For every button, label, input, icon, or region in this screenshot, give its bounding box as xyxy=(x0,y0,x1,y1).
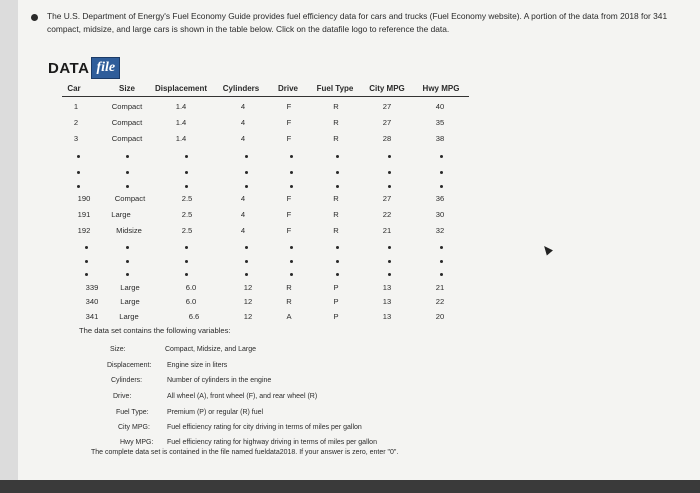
table-cell: 20 xyxy=(435,312,445,321)
table-cell: Midsize xyxy=(116,226,142,235)
ellipsis-dot xyxy=(388,260,391,263)
table-cell: 28 xyxy=(382,134,392,143)
table-cell: 1 xyxy=(73,102,79,111)
ellipsis-dot xyxy=(290,273,293,276)
table-cell: F xyxy=(286,226,292,235)
table-cell: R xyxy=(333,194,339,203)
table-cell: 1.4 xyxy=(175,118,187,127)
ellipsis-dot xyxy=(388,185,391,188)
table-cell: Large xyxy=(111,210,131,219)
ellipsis-dot xyxy=(290,185,293,188)
table-cell: 12 xyxy=(243,283,253,292)
variables-intro: The data set contains the following variables: xyxy=(79,326,231,335)
variable-description: Premium (P) or regular (R) fuel xyxy=(167,409,264,416)
ellipsis-dot xyxy=(290,171,293,174)
table-cell: F xyxy=(286,102,292,111)
table-cell: 6.0 xyxy=(185,283,197,292)
table-cell: P xyxy=(333,297,339,306)
ellipsis-dot xyxy=(336,273,339,276)
bottom-edge xyxy=(0,480,700,493)
mouse-cursor-icon xyxy=(541,243,553,255)
table-cell: 4 xyxy=(240,194,246,203)
ellipsis-dot xyxy=(85,273,88,276)
variable-description: Number of cylinders in the engine xyxy=(167,377,272,384)
table-cell: 35 xyxy=(435,118,445,127)
table-cell: 38 xyxy=(435,134,445,143)
column-header: Displacement xyxy=(154,84,208,93)
ellipsis-dot xyxy=(388,155,391,158)
table-cell: 339 xyxy=(85,283,99,292)
table-cell: 13 xyxy=(382,297,392,306)
variable-name: Drive: xyxy=(113,393,132,400)
table-cell: 22 xyxy=(435,297,445,306)
ellipsis-dot xyxy=(440,171,443,174)
table-cell: 40 xyxy=(435,102,445,111)
ellipsis-dot xyxy=(440,246,443,249)
table-cell: 21 xyxy=(382,226,392,235)
ellipsis-dot xyxy=(290,260,293,263)
ellipsis-dot xyxy=(440,260,443,263)
ellipsis-dot xyxy=(185,246,188,249)
table-cell: 2.5 xyxy=(181,226,193,235)
table-cell: P xyxy=(333,283,339,292)
table-cell: A xyxy=(286,312,292,321)
column-header: Cylinders xyxy=(222,84,260,93)
table-cell: F xyxy=(286,118,292,127)
table-cell: Large xyxy=(119,312,139,321)
table-cell: P xyxy=(333,312,339,321)
ellipsis-dot xyxy=(290,246,293,249)
ellipsis-dot xyxy=(126,185,129,188)
table-cell: 2.5 xyxy=(181,194,193,203)
column-header: City MPG xyxy=(369,84,405,93)
ellipsis-dot xyxy=(126,260,129,263)
ellipsis-dot xyxy=(336,260,339,263)
ellipsis-dot xyxy=(440,185,443,188)
ellipsis-dot xyxy=(245,171,248,174)
ellipsis-dot xyxy=(336,246,339,249)
table-cell: 30 xyxy=(435,210,445,219)
ellipsis-dot xyxy=(440,155,443,158)
variable-name: Size: xyxy=(110,346,126,353)
variable-name: Cylinders: xyxy=(111,377,143,384)
ellipsis-dot xyxy=(290,155,293,158)
variable-name: Fuel Type: xyxy=(116,409,149,416)
table-cell: 27 xyxy=(382,102,392,111)
ellipsis-dot xyxy=(185,171,188,174)
table-cell: 4 xyxy=(240,134,246,143)
column-header: Car xyxy=(67,84,81,93)
variable-description: Engine size in liters xyxy=(167,362,228,369)
table-cell: 21 xyxy=(435,283,445,292)
ellipsis-dot xyxy=(185,185,188,188)
table-cell: F xyxy=(286,134,292,143)
table-cell: 22 xyxy=(382,210,392,219)
table-cell: 12 xyxy=(243,297,253,306)
table-cell: 190 xyxy=(77,194,91,203)
table-cell: 2 xyxy=(73,118,79,127)
table-cell: 6.6 xyxy=(188,312,200,321)
table-cell: 32 xyxy=(435,226,445,235)
ellipsis-dot xyxy=(388,171,391,174)
table-cell: 36 xyxy=(435,194,445,203)
table-cell: 13 xyxy=(382,312,392,321)
table-cell: 27 xyxy=(382,118,392,127)
variable-name: City MPG: xyxy=(118,424,150,431)
ellipsis-dot xyxy=(185,260,188,263)
table-cell: 3 xyxy=(73,134,79,143)
variable-name: Hwy MPG: xyxy=(120,439,154,446)
column-header: Drive xyxy=(277,84,299,93)
table-cell: 4 xyxy=(240,118,246,127)
table-cell: 1.4 xyxy=(175,102,187,111)
ellipsis-dot xyxy=(126,171,129,174)
table-cell: R xyxy=(286,283,292,292)
table-cell: 6.0 xyxy=(185,297,197,306)
ellipsis-dot xyxy=(245,273,248,276)
ellipsis-dot xyxy=(440,273,443,276)
ellipsis-dot xyxy=(388,273,391,276)
column-header: Size xyxy=(118,84,136,93)
table-cell: 191 xyxy=(77,210,91,219)
ellipsis-dot xyxy=(85,260,88,263)
bullet-icon xyxy=(31,14,38,21)
table-cell: 13 xyxy=(382,283,392,292)
ellipsis-dot xyxy=(77,185,80,188)
table-cell: 192 xyxy=(77,226,91,235)
ellipsis-dot xyxy=(245,185,248,188)
column-header: Fuel Type xyxy=(316,84,354,93)
logo-data-text: DATA xyxy=(48,59,90,77)
variable-description: Compact, Midsize, and Large xyxy=(165,346,257,353)
ellipsis-dot xyxy=(77,155,80,158)
table-cell: 1.4 xyxy=(175,134,187,143)
ellipsis-dot xyxy=(388,246,391,249)
table-cell: Large xyxy=(120,283,140,292)
table-cell: Compact xyxy=(111,118,143,127)
table-cell: 12 xyxy=(243,312,253,321)
table-cell: R xyxy=(333,226,339,235)
ellipsis-dot xyxy=(85,246,88,249)
variable-description: All wheel (A), front wheel (F), and rear wheel (R) xyxy=(167,393,318,400)
ellipsis-dot xyxy=(245,260,248,263)
table-cell: R xyxy=(286,297,292,306)
table-cell: 341 xyxy=(85,312,99,321)
table-cell: 27 xyxy=(382,194,392,203)
ellipsis-dot xyxy=(336,155,339,158)
ellipsis-dot xyxy=(77,171,80,174)
column-header: Hwy MPG xyxy=(422,84,460,93)
variable-description: Fuel efficiency rating for city driving in terms of miles per gallon xyxy=(167,424,362,431)
table-cell: 4 xyxy=(240,102,246,111)
table-cell: Compact xyxy=(111,134,143,143)
table-cell: Large xyxy=(120,297,140,306)
footer-text: The complete data set is contained in the file named fueldata2018. If your answer is zero, enter "0". xyxy=(91,449,399,456)
ellipsis-dot xyxy=(245,155,248,158)
logo-file-text: file xyxy=(91,57,120,79)
table-cell: 340 xyxy=(85,297,99,306)
table-cell: Compact xyxy=(114,194,146,203)
ellipsis-dot xyxy=(126,155,129,158)
ellipsis-dot xyxy=(336,171,339,174)
ellipsis-dot xyxy=(185,155,188,158)
table-cell: 2.5 xyxy=(181,210,193,219)
table-cell: 4 xyxy=(240,226,246,235)
table-cell: R xyxy=(333,134,339,143)
table-cell: R xyxy=(333,102,339,111)
table-cell: F xyxy=(286,194,292,203)
ellipsis-dot xyxy=(126,273,129,276)
variable-description: Fuel efficiency rating for highway driving in terms of miles per gallon xyxy=(167,439,377,446)
ellipsis-dot xyxy=(336,185,339,188)
table-cell: Compact xyxy=(111,102,143,111)
header-rule xyxy=(62,96,469,97)
ellipsis-dot xyxy=(245,246,248,249)
ellipsis-dot xyxy=(185,273,188,276)
intro-text: The U.S. Department of Energy's Fuel Economy Guide provides fuel efficiency data for cars and trucks (Fuel Economy website). A portion of the data from 2018 for 341 compact, midsize, and large cars is shown in the table below. Click on the datafile logo to reference the data. xyxy=(47,11,668,34)
table-cell: F xyxy=(286,210,292,219)
ellipsis-dot xyxy=(126,246,129,249)
table-cell: R xyxy=(333,118,339,127)
datafile-logo[interactable] xyxy=(48,58,120,78)
left-margin xyxy=(0,0,18,480)
table-cell: R xyxy=(333,210,339,219)
variable-name: Displacement: xyxy=(107,362,152,369)
table-cell: 4 xyxy=(240,210,246,219)
